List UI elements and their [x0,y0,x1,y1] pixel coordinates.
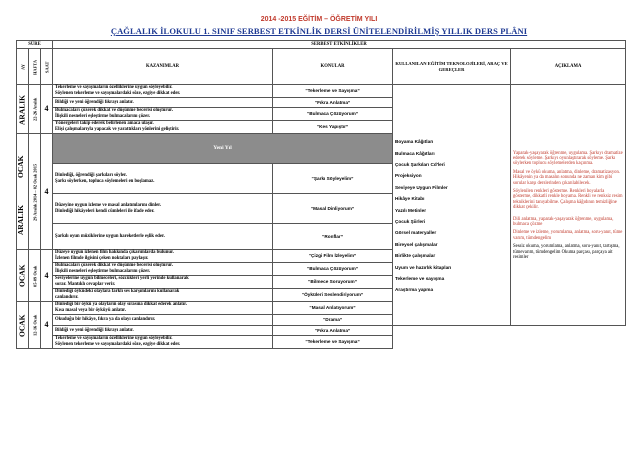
hafta-header: HAFTA [29,49,41,85]
konu-cell: “Fıkra Anlatma” [273,326,393,336]
kazanim-cell: Tekerleme ve sayışmaların özelliklerine uygun söyleyebilir. Söylenen tekerleme ve sayışmalardaki söze, ezgiye dikkat eder. [53,336,273,349]
konu-cell: “Kes Yapıştır” [273,121,393,134]
konu-cell: “Bulmaca Çözüyorum” [273,263,393,276]
month-cell: ARALIK [17,85,29,134]
kazanim-cell: Düzeyine uygun izleme ve masal anlatımlarını dinler. Dinlediği hikâyeleri kendi cümleleri ile ifade eder. [53,194,273,224]
plan-table [16,40,626,349]
holiday-cell: Yeni Yıl [53,134,393,164]
hours-cell: 4 [41,302,53,349]
plan-title: ÇAĞLALIK İLOKULU 1. SINIF SERBEST ETKİNLİK DERSİ ÜNİTELENDİRİLMİŞ YILLIK DERS PLÂNI [110,26,528,36]
konu-cell: “Bilmece Soruyorum” [273,276,393,289]
hours-cell: 4 [41,250,53,302]
month-split-cell: OCAK ARALIK [17,134,29,250]
kullanilan-header: KULLANILAN EĞİTİM TEKNOLOJİLERİ, ARAÇ VE GEREÇLER [393,49,511,85]
konu-cell: “Çizgi Film İzleyelim” [273,250,393,263]
sure-header: SÜRE [17,41,53,49]
kazanim-cell: Şarkılı oyun müziklerine uygun hareketlerle eşlik eder. [53,224,273,250]
hours-cell: 4 [41,134,53,250]
week-cell: 12-16 Ocak [29,302,41,349]
konu-cell: “Bulmaca Çözüyorum” [273,108,393,121]
konu-cell: “Masal Anlatıyorum” [273,302,393,315]
serbest-header: SERBEST ETKİNLİKLER [53,41,626,49]
konu-cell: “Tekerleme ve Sayışma” [273,336,393,349]
kazanim-cell: Düzeye uygun izlenen film hakkında çıkarımlarda bulunur. İzlenen filmde ilgisini çeken noktaları paylaşır. [53,250,273,263]
konu-cell: “Fıkra Anlatma” [273,98,393,108]
kazanim-cell: Seviyelerine uygun bilmeceleri, sözcükleri yerli yerinde kullanarak sorar. Mantıklı cevaplar verir. [53,276,273,289]
kazanim-cell: Okuduğu bir hikâye, fıkra ya da olayı canlandırır. [53,315,273,326]
week-cell: 29 Aralık 2014 – 02 Ocak 2015 [29,134,41,250]
week-cell: 22-26 Aralık [29,85,41,134]
kazanim-cell: Bulmacaları çözerek dikkat ve düşünme becerisi oluşturur. İlişkili nesneleri eşleştirme bulmacalarını çözer. [53,108,273,121]
week-cell: 05-09 Ocak [29,250,41,302]
kazanim-cell: Dinlediği bir öykü ya olayların olay sırasına dikkat ederek anlatır. Kısa masal veya bir öyküyü anlatır. [53,302,273,315]
hours-cell: 4 [41,85,53,134]
aciklama-header: AÇIKLAMA [511,49,626,85]
kazanim-cell: Dinlediği öyküdeki olaylara farklı ses karşımlarını kullanarak canlandırır. [53,289,273,302]
kazanim-cell: Yönergeleri takip ederek belirlenen amaca ulaşır. Elişi çalışmalarıyla yapacak ve yarattıkları yönlerini geliştirir. [53,121,273,134]
kazanim-cell: Bildiği ve yeni öğrendiği fıkrayı anlatır. [53,98,273,108]
kazanim-cell: Bildiği ve yeni öğrendiği fıkrayı anlatır. [53,326,273,336]
konu-cell: “Şarkı Söyleyelim” [273,164,393,194]
kazanimlar-header: KAZANIMLAR [53,49,273,85]
notes-cell: Yaparak-yaşayarak öğrenme, uygulama. Şarkıyı dramatize ederek söyleme. Şarkıyı oyunlaştırarak söyleme. Şarkı söylerken toplucu söylemelerden kaçınma. Masal ve öykü okuma, anlatma, dinleme, dramatizasyon. Hikâyenin ya da masalın sonunda ne zaman kim gibi sorular karşı derslerinden çıkarılabilecek. Söylenilen renkleri gösterme. Renkleri boyalarla gösterme, dikkatli renkle boyama. Renkli ve renksiz resim tekniklerini tanıyabilme. Çalışma kâğıdının temizliğine dikkat çekilir. Dili anlatma, yaparak-yaşayarak öğrenme, uygulama, bulmaca çözme Dinleme ve izleme, yorumlama, anlatma, soru-yanıt, tüme varım, tümdengelim Sessiz okuma, yorumlama, anlatma, soru-yanıt, tartışma, tümevarım, tümdengelim Okuma parçası, parçaya ait resimler [511,85,626,326]
konu-cell: “Masal Dinliyorum” [273,194,393,224]
resources-cell: Boyama Kâğıtları Bulmaca Kâğıtları Çocuk Şarkıları Cd'leri Projeksiyon Seviyeye Uygun Filmler Hikâye Kitabı Yazılı Metinler Çocuk Şiirleri Görsel materyaller Bireysel çalışmalar Birlikte çalışmalar Uyum ve hazırlık kitapları Tekerleme ve sayışma Araştırma yapma [393,85,511,326]
kazanim-cell: Bulmacaları çözerek dikkat ve düşünme becerisi oluşturur. İlişkili nesneleri eşleştirme bulmacalarını çözer. [53,263,273,276]
saat-header: SAAT [41,49,53,85]
document-title: 2014 -2015 EĞİTİM – ÖĞRETİM YILI [260,16,378,23]
kazanim-cell: Dinlediği, öğrendiği şarkıları söyler. Şarkı söylerken, topluca söylemeleri en boşlamaz. [53,164,273,194]
konu-cell: “Ronflar” [273,224,393,250]
month-cell: OCAK [17,302,29,349]
konu-cell: “Drama” [273,315,393,326]
konu-cell: “Tekerleme ve Sayışma” [273,85,393,98]
month-cell: OCAK [17,250,29,302]
konular-header: KONULAR [273,49,393,85]
ay-header: AY [17,49,29,85]
kazanim-cell: Tekerleme ve sayışmaların özelliklerine uygun söyleyebilir. Söylenen tekerleme ve sayışmalardaki söze, ezgiye dikkat eder. [53,85,273,98]
konu-cell: “Öyküleri Seslendiriyorum” [273,289,393,302]
